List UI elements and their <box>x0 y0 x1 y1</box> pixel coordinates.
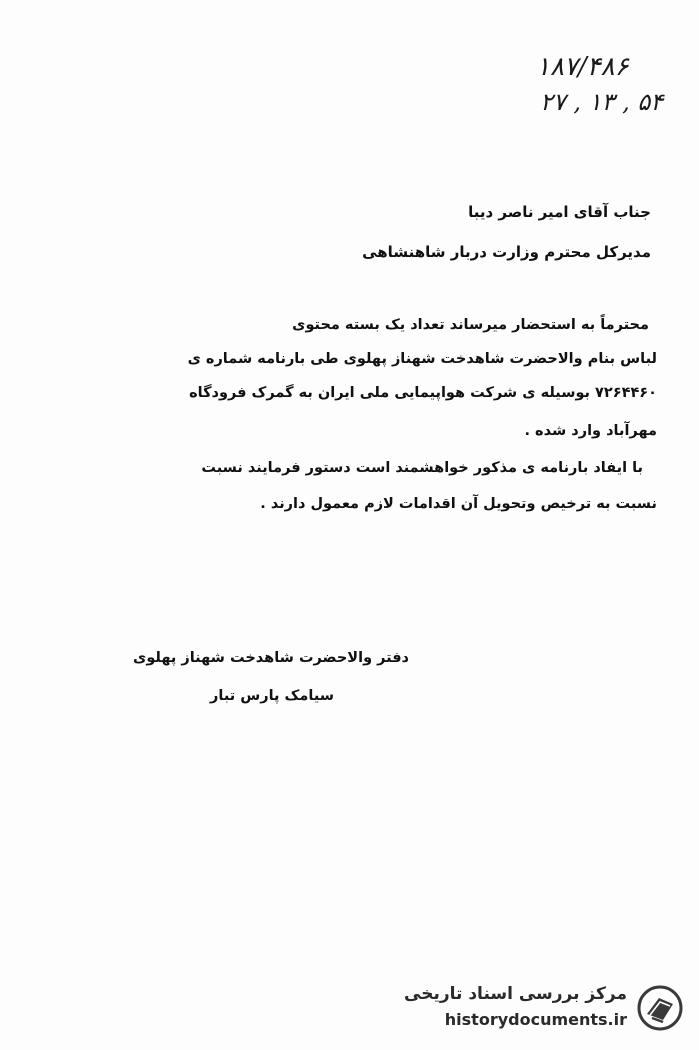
reference-number: ۱۸۷/۴۸۶ <box>536 52 629 82</box>
cc-signatory: سیامک پارس تبار <box>210 688 334 704</box>
addressee-title: مدیرکل محترم وزارت دربار شاهنشاهی <box>362 243 651 261</box>
watermark-title: مرکز بررسی اسناد تاریخی <box>404 984 627 1004</box>
body-line-5: با ایفاد بارنامه ی مذکور خواهشمند است دستور فرمایند نسبت <box>201 460 643 476</box>
cc-office: دفتر والاحضرت شاهدخت شهناز پهلوی <box>133 650 409 666</box>
body-line-6: نسبت به ترخیص وتحویل آن اقدامات لازم معمول دارند . <box>260 496 657 512</box>
body-line-2: لباس بنام والاحضرت شاهدخت شهناز پهلوی طی بارنامه شماره ی <box>187 351 657 367</box>
book-logo-icon <box>635 984 685 1032</box>
body-line-1: محترماً به استحضار میرساند تعداد یک بسته محتوی <box>292 317 649 333</box>
addressee-name: جناب آقای امیر ناصر دیبا <box>468 203 651 221</box>
reference-date: ۲۷ , ۱۳ , ۵۴ <box>540 88 664 116</box>
watermark-url: historydocuments.ir <box>444 1010 627 1029</box>
body-line-4: مهرآباد وارد شده . <box>524 423 657 439</box>
watermark <box>404 982 691 1034</box>
body-line-3: ۷۲۶۴۴۶۰ بوسیله ی شرکت هواپیمایی ملی ایران به گمرک فرودگاه <box>189 385 657 401</box>
